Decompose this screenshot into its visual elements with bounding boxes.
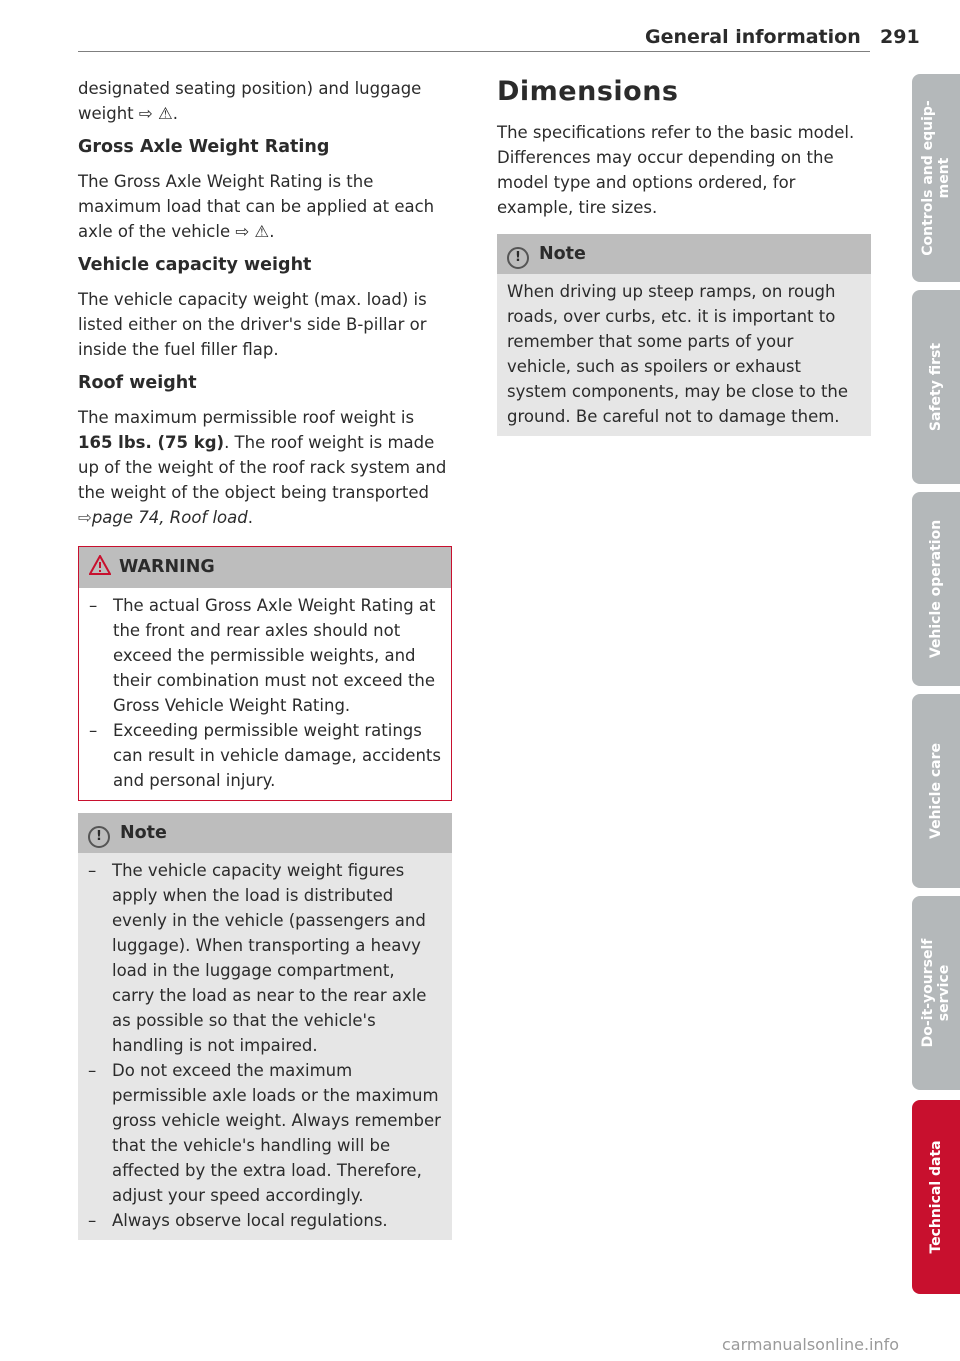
- warning-title: WARNING: [119, 557, 215, 577]
- list-item: – Do not exceed the maximum permissible axle loads or the maximum gross vehicle weight. Always remember that the vehicle's handling will be affected by the extra load. Therefore, adjust your speed accordingly.: [88, 1058, 442, 1208]
- tab-technical-data[interactable]: [912, 1100, 960, 1294]
- list-item: – The actual Gross Axle Weight Rating at the front and rear axles should not exceed the permissible weights, and their combination must not exceed the Gross Vehicle Weight Rating.: [89, 593, 441, 718]
- note-header: [497, 234, 871, 274]
- header-rule: [78, 51, 870, 52]
- page-number: 291: [880, 26, 920, 48]
- dimensions-note-box: [497, 234, 871, 436]
- gawr-heading: Gross Axle Weight Rating: [78, 137, 330, 157]
- roof-text-1: The maximum permissible roof weight is: [78, 408, 415, 427]
- reference-arrow: ⇨: [78, 508, 92, 527]
- roof-paragraph: [78, 405, 452, 530]
- warning-list: [89, 593, 441, 793]
- tab-label: Vehicle operation: [928, 519, 944, 659]
- tab-controls-and-equipment[interactable]: [912, 74, 960, 282]
- capacity-heading: Vehicle capacity weight: [78, 255, 312, 275]
- roof-text-2: . The roof weight is made up of the weight of the roof rack system and the weight of the object being transported: [78, 433, 447, 502]
- dimensions-paragraph: The specifications refer to the basic model. Differences may occur depending on the model type and options ordered, for example, tire sizes.: [497, 123, 855, 217]
- watermark: carmanualsonline.info: [722, 1335, 900, 1354]
- list-item: – Always observe local regulations.: [88, 1208, 442, 1233]
- capacity-paragraph: The vehicle capacity weight (max. load) is listed either on the driver's side B-pillar or inside the fuel filler flap.: [78, 290, 427, 359]
- roof-weight-value: 165 lbs. (75 kg): [78, 433, 225, 452]
- warning-box: [78, 546, 452, 801]
- tab-label: Safety first: [928, 342, 944, 432]
- note-list: [88, 858, 442, 1233]
- tab-do-it-yourself-service[interactable]: [912, 896, 960, 1090]
- tab-vehicle-care[interactable]: [912, 694, 960, 888]
- note-body: [78, 853, 452, 1240]
- exclamation-circle-icon: !: [88, 826, 110, 848]
- tab-safety-first[interactable]: [912, 290, 960, 484]
- intro-paragraph: designated seating position) and luggage weight ⇨ ⚠.: [78, 79, 422, 123]
- roof-load-reference-link[interactable]: page 74, Roof load: [91, 508, 248, 527]
- note-title: Note: [539, 244, 586, 264]
- list-item: – The vehicle capacity weight figures apply when the load is distributed evenly in the vehicle (passengers and luggage). When transporting a heavy load in the luggage compartment, carry the load as near to the rear axle as possible so that the vehicle's handling is not impaired.: [88, 858, 442, 1058]
- tab-vehicle-operation[interactable]: [912, 492, 960, 686]
- gawr-paragraph: The Gross Axle Weight Rating is the maximum load that can be applied at each axle of the vehicle ⇨ ⚠.: [78, 172, 435, 241]
- note-title: Note: [120, 823, 167, 843]
- exclamation-circle-icon: !: [507, 247, 529, 269]
- tab-label: Do-it-yourself service: [920, 938, 952, 1048]
- roof-heading: Roof weight: [78, 373, 197, 393]
- warning-body: [79, 588, 451, 800]
- note-header: [78, 813, 452, 853]
- tab-label: Vehicle care: [928, 743, 944, 839]
- running-header-section: General information: [645, 26, 861, 48]
- warning-header: [79, 547, 451, 588]
- note-body: When driving up steep ramps, on rough roads, over curbs, etc. it is important to remember that some parts of your vehicle, such as spoilers or exhaust system components, may be close to the ground. Be careful not to damage them.: [507, 282, 849, 426]
- section-title: Dimensions: [497, 76, 679, 107]
- list-item: – Exceeding permissible weight ratings can result in vehicle damage, accidents and personal injury.: [89, 718, 441, 793]
- warning-triangle-icon: [89, 555, 111, 583]
- note-box: [78, 813, 452, 1240]
- left-column: [78, 76, 452, 1240]
- roof-ref-end: .: [247, 508, 253, 527]
- right-column: [497, 76, 871, 436]
- tab-label: Technical data: [928, 1140, 944, 1254]
- tab-label: Controls and equip- ment: [920, 100, 952, 256]
